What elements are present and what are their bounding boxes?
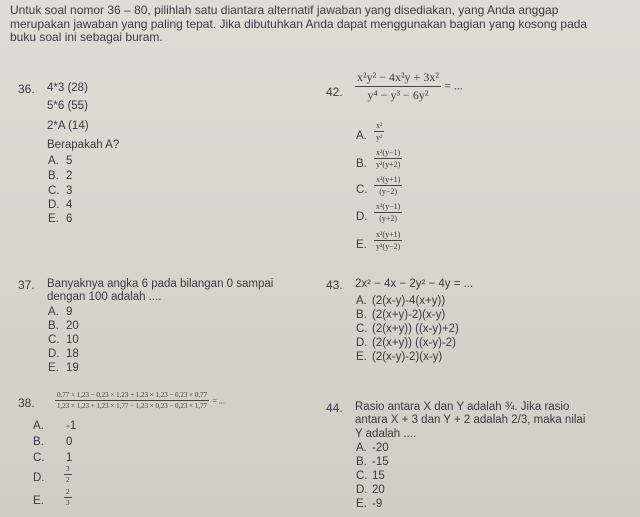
option-text: (2(x+y)-2)(x-y)	[372, 309, 446, 321]
option-fraction	[64, 488, 72, 507]
fraction-numerator: x²y² − 4x²y + 3x²	[355, 70, 441, 87]
question-line: dengan 100 adalah ....	[47, 291, 162, 303]
question-line: Y adalah ....	[355, 428, 417, 440]
option-text: 9	[66, 306, 73, 318]
instruction-line-2: merupakan jawaban yang paling tepat. Jika dibutuhkan Anda dapat menggunakan bagian yang kosong pada	[10, 16, 588, 31]
option-text: 1	[66, 452, 73, 464]
question-line: Banyaknya angka 6 pada bilangan 0 sampai	[47, 278, 274, 290]
option-text: 4	[66, 199, 73, 211]
option-letter: D.	[356, 211, 368, 223]
option-text: 18	[66, 348, 79, 360]
option-letter: D.	[356, 337, 368, 349]
option-letter: D.	[33, 472, 45, 484]
option-letter: D.	[48, 199, 60, 211]
question-expression	[55, 391, 225, 410]
question-number: 42.	[326, 85, 343, 99]
option-letter: A.	[356, 295, 367, 307]
option-text: -9	[372, 498, 383, 510]
fraction-denominator: (y−2)	[379, 187, 398, 196]
option-text: 0	[66, 436, 73, 448]
expression-suffix: = ...	[212, 396, 225, 406]
option-text: 20	[372, 484, 385, 496]
fraction	[355, 70, 441, 103]
option-letter: A.	[48, 155, 59, 167]
option-letter: A.	[356, 130, 367, 142]
instruction-line-3: buku soal ini sebagai buram.	[10, 30, 163, 44]
option-letter: B.	[356, 158, 367, 170]
option-text: 6	[66, 213, 73, 225]
option-text: 10	[66, 334, 79, 346]
option-letter: B.	[33, 436, 44, 448]
option-letter: C.	[356, 470, 368, 482]
option-letter: E.	[356, 351, 367, 363]
expression-suffix: = ...	[444, 78, 463, 93]
fraction-denominator: y²(y+2)	[376, 160, 401, 169]
fraction-numerator: 0,77 × 1,23 − 0,23 × 1,23 + 1,23 × 1,23 − 0,23 × 0,77	[57, 391, 208, 399]
option-letter: E.	[48, 362, 59, 374]
option-letter: B.	[48, 170, 59, 182]
option-letter: C.	[48, 334, 60, 346]
question-expression	[355, 70, 463, 103]
option-letter: B.	[48, 320, 59, 332]
fraction-denominator: 3	[66, 499, 70, 507]
fraction-denominator: 1,23 × 1,23 + 1,23 × 1,77 − 1,23 × 0,23 − 0,23 × 1,77	[57, 402, 208, 410]
question-number: 44.	[326, 401, 343, 415]
question-number: 36.	[18, 82, 35, 96]
option-letter: C.	[356, 184, 368, 196]
option-letter: B.	[356, 456, 367, 468]
option-fraction	[374, 202, 402, 223]
fraction-denominator: y²	[376, 133, 383, 142]
option-text: 15	[372, 470, 385, 482]
option-text: 20	[66, 320, 79, 332]
fraction-numerator: x²(y+1)	[376, 230, 401, 239]
instructions	[10, 4, 630, 45]
question-line: 4*3 (28)	[47, 82, 88, 94]
question-number: 43.	[326, 278, 343, 292]
option-text: 2	[66, 170, 73, 182]
option-letter: B.	[356, 309, 367, 321]
fraction-numerator: 3	[66, 465, 70, 473]
option-text: 19	[66, 362, 79, 374]
fraction-numerator: x²(y−1)	[376, 202, 401, 211]
fraction-denominator: (y+2)	[379, 214, 398, 223]
fraction-numerator: x²	[376, 121, 383, 130]
option-letter: C.	[33, 452, 45, 464]
option-fraction	[374, 148, 402, 169]
option-letter: A.	[33, 420, 44, 432]
option-letter: D.	[48, 348, 60, 360]
fraction-numerator: 2	[66, 488, 70, 496]
option-letter: E.	[48, 213, 59, 225]
question-line: Rasio antara X dan Y adalah ¾. Jika rasio	[355, 401, 570, 413]
question-line: 2*A (14)	[47, 120, 89, 132]
fraction-numerator: x²(y−1)	[376, 148, 401, 157]
option-letter: C.	[48, 185, 60, 197]
fraction-numerator: x²(y+1)	[376, 175, 401, 184]
option-letter: A.	[48, 306, 59, 318]
option-text: (2(x+y)) ((x-y)+2)	[372, 323, 459, 335]
option-text: (2(x-y)-4(x+y))	[372, 295, 446, 307]
question-line: antara X + 3 dan Y + 2 adalah 2/3, maka nilai	[355, 414, 586, 426]
instruction-line-1: Untuk soal nomor 36 – 80, pilihlah satu diantara alternatif jawaban yang disediakan, yang Anda anggap	[10, 3, 559, 17]
question-number: 37.	[18, 278, 35, 292]
option-letter: D.	[356, 484, 368, 496]
option-text: -15	[372, 456, 389, 468]
option-fraction	[374, 121, 384, 142]
option-text: 3	[66, 185, 73, 197]
question-expression: 2x² − 4x − 2y² − 4y = ...	[355, 278, 474, 290]
fraction-denominator: y²(y−2)	[376, 242, 401, 251]
option-letter: E.	[33, 495, 44, 507]
option-text: (2(x+y)) ((x-y)-2)	[372, 337, 456, 349]
option-text: 5	[66, 155, 73, 167]
option-text: -1	[66, 420, 77, 432]
option-fraction	[374, 175, 402, 196]
option-text: (2(x-y)-2)(x-y)	[372, 351, 443, 363]
option-letter: C.	[356, 323, 368, 335]
fraction-denominator: y⁴ − y³ − 6y²	[367, 88, 429, 102]
fraction-denominator: 2	[66, 476, 70, 484]
option-text: -20	[372, 442, 389, 454]
question-number: 38.	[18, 396, 35, 410]
option-letter: E.	[356, 239, 367, 251]
option-letter: A.	[356, 442, 367, 454]
question-line: 5*6 (55)	[47, 100, 88, 112]
option-letter: E.	[356, 498, 367, 510]
option-fraction	[64, 465, 72, 484]
question-line: Berapakah A?	[47, 139, 120, 151]
fraction	[55, 391, 209, 410]
option-fraction	[374, 230, 402, 251]
